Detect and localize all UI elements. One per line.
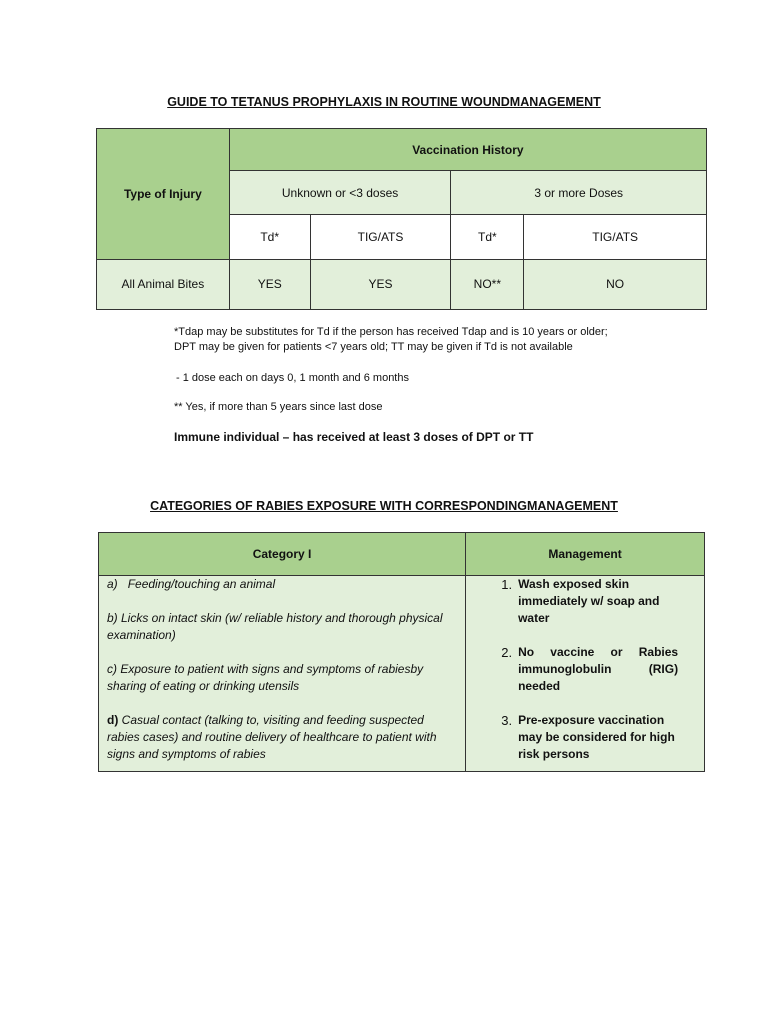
rabies-table <box>98 532 705 772</box>
management-item: 1. Wash exposed skin immediately w/ soap and water <box>501 577 660 625</box>
group-3-or-more-header: 3 or more Doses <box>451 171 707 215</box>
footnote-yes: ** Yes, if more than 5 years since last dose <box>174 401 383 413</box>
subheader-tig: TIG/ATS <box>310 215 451 259</box>
management-item: 2. No vaccine or Rabies immunoglobulin (RIG) needed <box>501 645 679 693</box>
rabies-title: CATEGORIES OF RABIES EXPOSURE WITH CORRESPONDINGMANAGEMENT <box>150 499 618 513</box>
table-cell: YES <box>310 259 451 309</box>
group-unknown-header: Unknown or <3 doses <box>229 171 451 215</box>
row-label: All Animal Bites <box>97 259 230 309</box>
subheader-tig: TIG/ATS <box>524 215 707 259</box>
category-item: d) Casual contact (talking to, visiting and feeding suspected rabies cases) and routine delivery of healthcare to patient with signs and symptoms of rabies <box>107 713 437 761</box>
category-header: Category I <box>99 533 466 576</box>
vaccination-history-header: Vaccination History <box>229 129 706 171</box>
footnote-td <box>174 325 608 355</box>
management-item: 3. Pre-exposure vaccination may be considered for high risk persons <box>501 713 675 761</box>
management-cell <box>466 576 705 772</box>
table-row <box>97 259 707 309</box>
tetanus-title: GUIDE TO TETANUS PROPHYLAXIS IN ROUTINE WOUNDMANAGEMENT <box>167 95 601 109</box>
management-header: Management <box>466 533 705 576</box>
category-item: a) Feeding/touching an animal <box>107 577 276 591</box>
footnote-dose: - 1 dose each on days 0, 1 month and 6 months <box>176 372 409 384</box>
category-item: c) Exposure to patient with signs and symptoms of rabiesby sharing of eating or drinking utensils <box>107 662 424 693</box>
subheader-td: Td* <box>451 215 524 259</box>
category-item: b) Licks on intact skin (w/ reliable history and thorough physical examination) <box>107 611 443 642</box>
table-cell: NO** <box>451 259 524 309</box>
footnote-line: *Tdap may be substitutes for Td if the person has received Tdap and is 10 years or older; <box>174 326 608 338</box>
category-cell <box>99 576 466 772</box>
immune-note: Immune individual – has received at least 3 doses of DPT or TT <box>174 430 534 444</box>
type-of-injury-header: Type of Injury <box>97 129 230 260</box>
table-cell: YES <box>229 259 310 309</box>
footnote-line: DPT may be given for patients <7 years old; TT may be given if Td is not available <box>174 341 573 353</box>
table-cell: NO <box>524 259 707 309</box>
tetanus-table <box>96 128 707 310</box>
subheader-td: Td* <box>229 215 310 259</box>
